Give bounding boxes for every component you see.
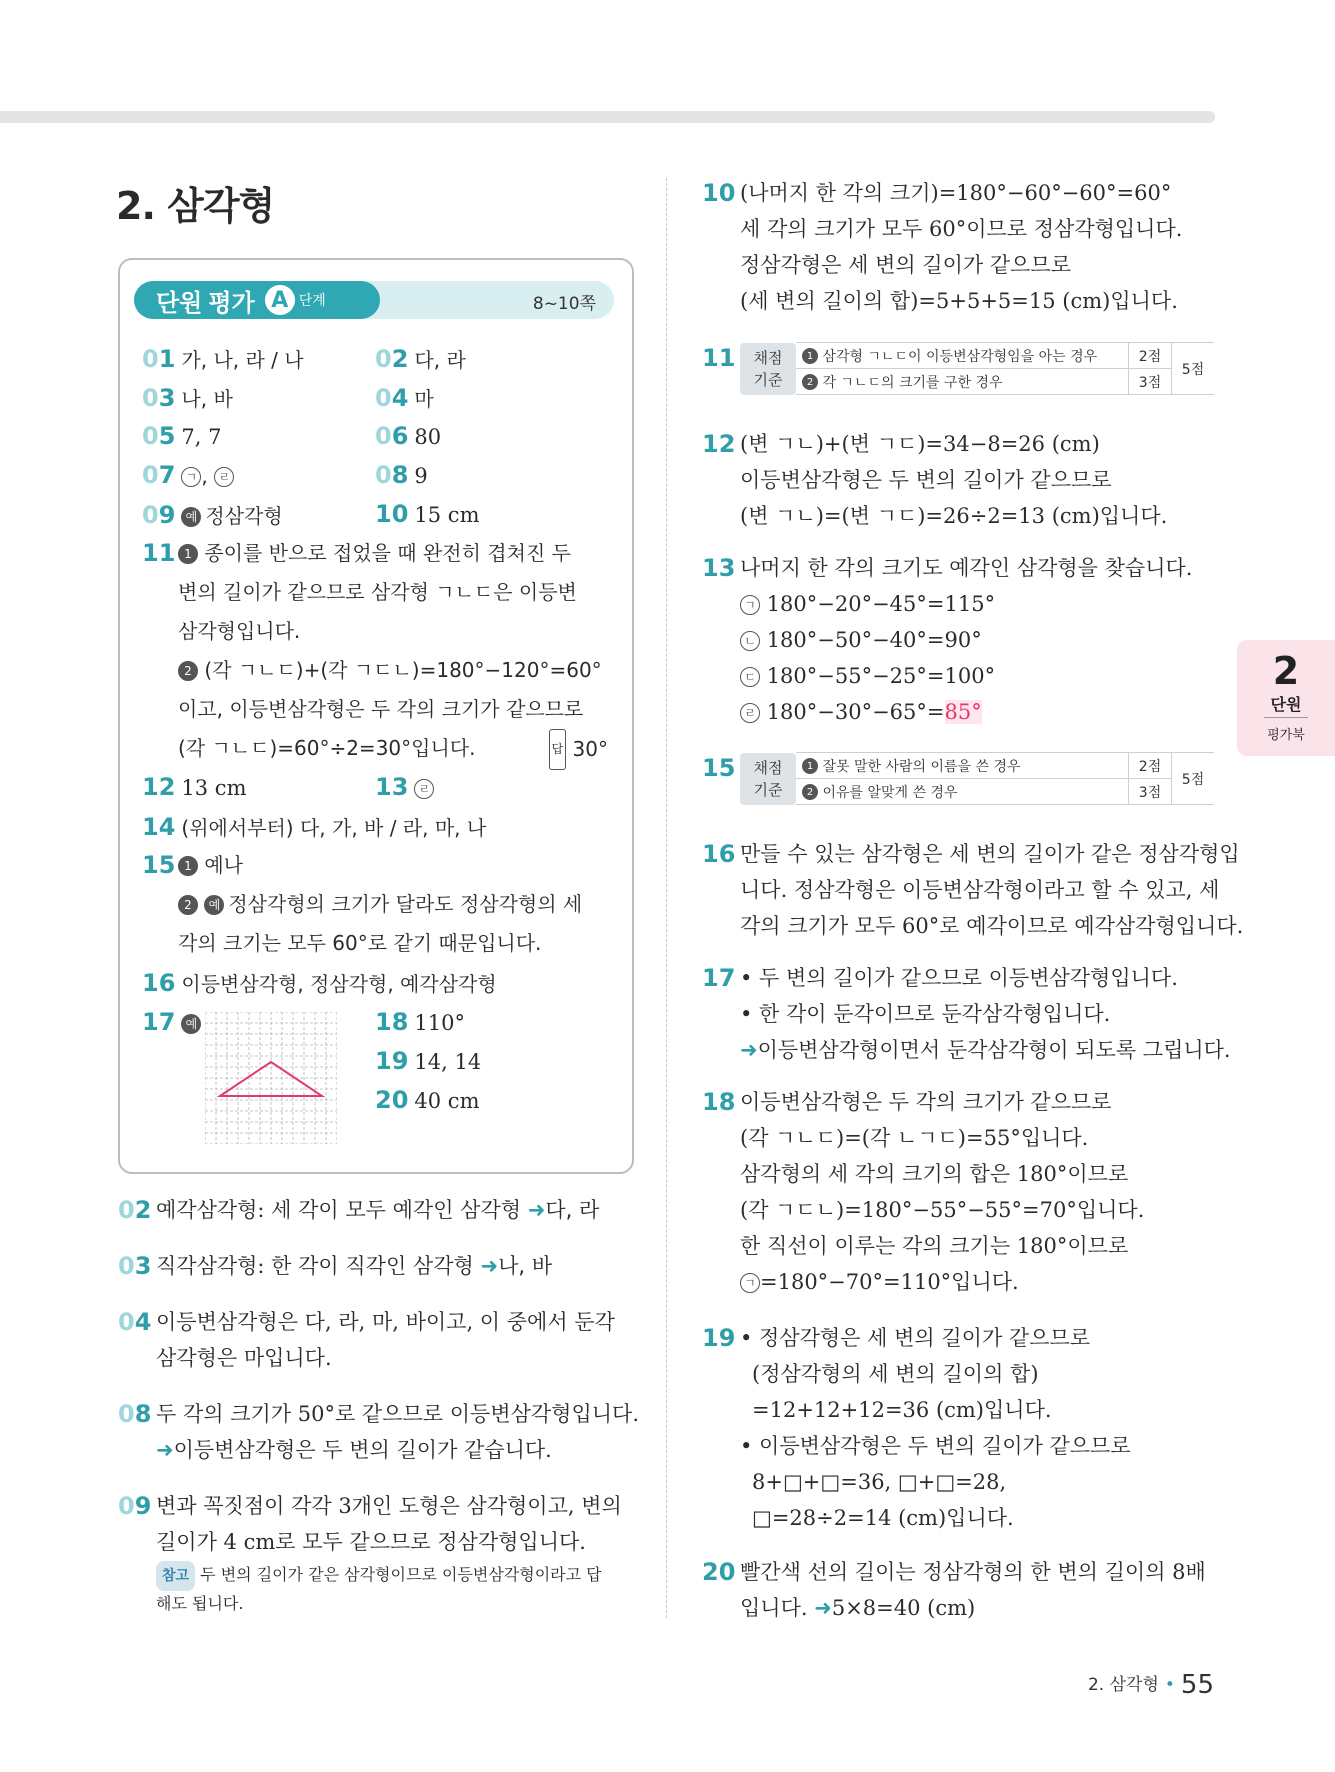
explanation-08: 08 두 각의 크기가 50°로 같으므로 이등변삼각형입니다. ➜이등변삼각형은 두 변의 길이가 같습니다. (118, 1400, 639, 1462)
explanation-12: 12 (변 ㄱㄴ)+(변 ㄱㄷ)=34−8=26 (cm) 이등변삼각형은 두 변의 길이가 같으므로 (변 ㄱㄴ)=(변 ㄱㄷ)=26÷2=13 (cm)입니다. (702, 430, 1168, 528)
footer-dot: • (1164, 1675, 1175, 1695)
explanation-02: 02 예각삼각형: 세 각이 모두 예각인 삼각형 ➜다, 라 (118, 1196, 600, 1224)
level-suffix: 단계 (298, 293, 326, 309)
isosceles-obtuse-triangle-figure (205, 1012, 337, 1144)
answer-03: 03 나, 바 (142, 384, 233, 412)
unit-side-tab (1237, 640, 1335, 756)
column-divider (666, 178, 667, 1618)
answer-14: 14 (위에서부터) 다, 가, 바 / 라, 마, 나 (142, 813, 487, 841)
reference-tag: 참고 (156, 1561, 195, 1591)
answer-11-number: 11 (142, 539, 176, 567)
explanation-16: 16 만들 수 있는 삼각형은 세 변의 길이가 같은 정삼각형입 니다. 정삼각형은 이등변삼각형이라고 할 수 있고, 세 각의 크기가 모두 60°로 예각이므로 예각삼각형입니다. (702, 840, 1244, 938)
page-footer (1088, 1670, 1214, 1700)
unit-label: 단원 (156, 288, 203, 317)
answer-08: 08 9 (375, 461, 428, 489)
answer-05: 05 7, 7 (142, 422, 222, 450)
explanation-09: 09 변과 꼭짓점이 각각 3개인 도형은 삼각형이고, 변의 길이가 4 cm로 모두 같으므로 정삼각형입니다. 참고 두 변의 길이가 같은 삼각형이므로 이등변삼각형이라고 답 해도 됩니다. (118, 1492, 622, 1613)
explanation-10: 10 (나머지 한 각의 크기)=180°−60°−60°=60° 세 각의 크기가 모두 60°이므로 정삼각형입니다. 정삼각형은 세 변의 길이가 같으므로 (세 변의 길이의 합)=5+5+5=15 (cm)입니다. (702, 179, 1183, 313)
answer-06: 06 80 (375, 422, 442, 450)
scoring-table-15: 채점 기준 1 잘못 말한 사람의 이름을 쓴 경우 2점 5점 2 이유를 알맞게 쓴 경우 3점 (740, 752, 1214, 805)
explanation-04: 04 이등변삼각형은 다, 라, 마, 바이고, 이 중에서 둔각 삼각형은 마입니다. (118, 1308, 615, 1370)
answer-13: 13 ㄹ (375, 773, 434, 801)
answer-17: 17 예 (142, 1008, 205, 1036)
footer-chapter: 2. 삼각형 (1087, 1675, 1159, 1695)
unit-pill (134, 281, 380, 319)
answer-12: 12 13 cm (142, 773, 247, 801)
answer-02: 02 다, 라 (375, 345, 466, 373)
answer-07: 07 ㄱ , ㄹ (142, 461, 234, 489)
explanation-18: 18 이등변삼각형은 두 각의 크기가 같으므로 (각 ㄱㄴㄷ)=(각 ㄴㄱㄷ)=55°입니다. 삼각형의 세 각의 크기의 합은 180°이므로 (각 ㄱㄷㄴ)=180°−55°−55°=70°입니다. 한 직선이 이루는 각의 크기는 180°이므로 ㄱ =180°−70°=110°입니다. (702, 1088, 1145, 1294)
answer-15-number: 15 (142, 851, 176, 879)
tab-unit: 단원 (1264, 692, 1308, 718)
answer-16: 16 이등변삼각형, 정삼각형, 예각삼각형 (142, 969, 497, 997)
eval-label: 평가 (208, 288, 255, 317)
scoring-header: 채점 기준 (740, 753, 796, 805)
explanation-17: 17 • 두 변의 길이가 같으므로 이등변삼각형입니다. • 한 각이 둔각이므로 둔각삼각형입니다. ➜이등변삼각형이면서 둔각삼각형이 되도록 그립니다. (702, 964, 1231, 1062)
answer-04: 04 마 (375, 384, 434, 412)
explanation-03: 03 직각삼각형: 한 각이 직각인 삼각형 ➜나, 바 (118, 1252, 553, 1280)
answer-19: 19 14, 14 (375, 1047, 482, 1075)
explanation-19: 19 • 정삼각형은 세 변의 길이가 같으므로 (정삼각형의 세 변의 길이의 합) =12+12+12=36 (cm)입니다. • 이등변삼각형은 두 변의 길이가 같으므로 8+□+□=36, □+□=28, □=28÷2=14 (cm)입니다. (702, 1324, 1131, 1530)
answer-15-body: 1 예나 2 예 정삼각형의 크기가 달라도 정삼각형의 세 각의 크기는 모두 60°로 같기 때문입니다. (178, 853, 583, 955)
answer-18: 18 110° (375, 1008, 465, 1036)
scoring-table-11: 채점 기준 1 삼각형 ㄱㄴㄷ이 이등변삼각형임을 아는 경우 2점 5점 2 각 ㄱㄴㄷ의 크기를 구한 경우 3점 (740, 342, 1214, 395)
answer-20: 20 40 cm (375, 1086, 480, 1114)
scoring-header: 채점 기준 (740, 343, 796, 395)
answer-09: 09 예 정삼각형 (142, 501, 283, 529)
explanation-20: 20 빨간색 선의 길이는 정삼각형의 한 변의 길이의 8배 입니다. ➜5×8=40 (cm) (702, 1558, 1206, 1620)
triangle-grid-drawing (205, 1012, 337, 1144)
page-range: 8~10쪽 (532, 294, 596, 314)
tab-number: 2 (1272, 649, 1300, 693)
level-badge: A (265, 285, 295, 315)
explanation-13: 13 나머지 한 각의 크기도 예각인 삼각형을 찾습니다. ㄱ 180°−20°−45°=115° ㄴ 180°−50°−40°=90° ㄷ 180°−55°−25°=100° ㄹ 180°−30°−65°=85° (702, 554, 1193, 724)
tab-book: 평가북 (1267, 728, 1305, 743)
chapter-title: 2. 삼각형 (116, 184, 275, 228)
answer-10: 10 15 cm (375, 500, 480, 528)
top-bar (0, 111, 1215, 123)
page-number: 55 (1180, 1670, 1214, 1700)
answer-11-body: 1 종이를 반으로 접었을 때 완전히 겹쳐진 두 변의 길이가 같으므로 삼각형 ㄱㄴㄷ은 이등변 삼각형입니다. 2 (각 ㄱㄴㄷ)+(각 ㄱㄷㄴ)=180°−120°=60° 이고, 이등변삼각형은 두 각의 크기가 같으므로 (각 ㄱㄴㄷ)=60°÷2=30°입니다. 답 30° (178, 534, 608, 770)
answer-01: 01 가, 나, 라 / 나 (142, 345, 304, 373)
unit-header (134, 281, 614, 319)
